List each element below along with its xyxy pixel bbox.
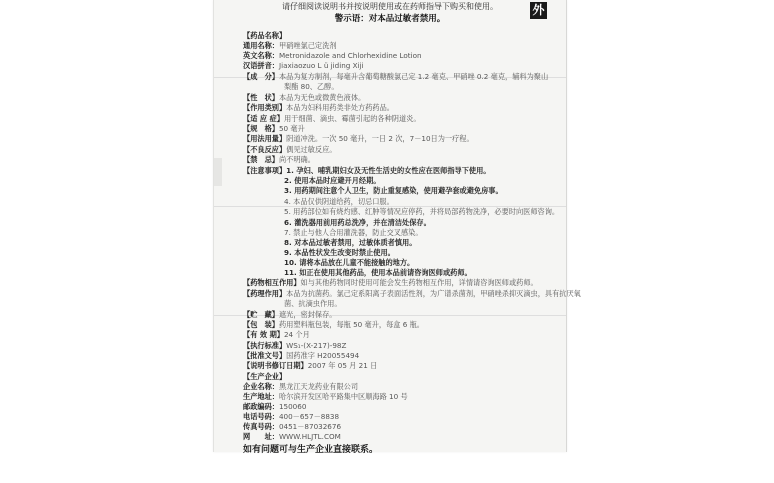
section-row: 【包 装】药用塑料瓶包装，每瓶 50 毫升，每盒 6 瓶。 (243, 320, 424, 329)
section-row: 【执行标准】WS₁-(X-217)-98Z (243, 341, 347, 350)
precaution-item: 8. 对本品过敏者禁用，过敏体质者慎用。 (284, 238, 417, 247)
precaution-item: 10. 请将本品放在儿童不能接触的地方。 (284, 258, 415, 267)
section-row: 【用法用量】阴道冲洗。一次 50 毫升，一日 2 次，7－10日为一疗程。 (243, 134, 474, 143)
section-row: 通用名称：甲硝唑氯己定洗剂 (243, 41, 337, 50)
section-row: 网 址：WWW.HLJTL.COM (243, 432, 341, 441)
precaution-item: 6. 灌洗器用前用药总洗净，并在清洁处保存。 (284, 218, 431, 227)
precaution-item: 7. 禁止与他人合用灌洗器，防止交叉感染。 (284, 228, 423, 237)
section-row: 企业名称：黑龙江天龙药业有限公司 (243, 382, 359, 391)
section-row: 【注意事项】1. 孕妇、哺乳期妇女及无性生活史的女性应在医师指导下使用。 (243, 166, 491, 175)
section-row: 【适 应 症】用于细菌、滴虫、霉菌引起的各种阴道炎。 (243, 114, 421, 123)
section-row: 传真号码：0451－87032676 (243, 422, 342, 431)
section-row: 【性 状】本品为无色或微黄色液体。 (243, 93, 366, 102)
section-row: 菌、抗滴虫作用。 (284, 299, 342, 308)
edge-mark (214, 158, 222, 186)
warning-text: 警示语：对本品过敏者禁用。 (334, 14, 446, 24)
section-row: 【贮 藏】遮光，密封保存。 (243, 310, 337, 319)
section-row: 电话号码：400－657－8838 (243, 412, 340, 421)
precaution-item: 4. 本品仅供阴道给药，切忌口服。 (284, 197, 394, 206)
section-row: 生产地址：哈尔滨开发区哈平路集中区顺海路 10 号 (243, 392, 408, 401)
section-row: 【批准文号】国药准字 H20055494 (243, 351, 360, 360)
section-row: 【禁 忌】尚不明确。 (243, 155, 315, 164)
precaution-item: 5. 用药部位如有烧灼感、红肿等情况应停药，并将局部药物洗净，必要时向医师咨询。 (284, 207, 560, 216)
section-row: 【说明书修订日期】2007 年 05 月 21 日 (243, 361, 378, 370)
usage-notice: 请仔细阅读说明书并按说明使用或在药师指导下购买和使用。 (282, 2, 498, 11)
section-row: 【有 效 期】24 个月 (243, 330, 310, 339)
section-row: 【药理作用】本品为抗菌药。氯己定系阳离子表面活性剂，为广谱杀菌剂，甲硝唑杀抑灭滴虫，具有抗厌氧 (243, 289, 581, 298)
section-row: 【药物相互作用】如与其他药物同时使用可能会发生药物相互作用，详情请咨询医师或药师。 (243, 278, 538, 287)
section-row: 【成 分】本品为复方制剂，每毫升含葡萄糖酸氯己定 1.2 毫克、甲硝唑 0.2 毫克，辅料为聚山 (243, 72, 549, 81)
precaution-item: 2. 使用本品时应避开月经期。 (284, 176, 381, 185)
section-row: 【生产企业】 (243, 372, 287, 381)
section-row: 梨酯 80、乙醇。 (284, 82, 339, 91)
precaution-item: 3. 用药期间注意个人卫生，防止重复感染，使用避孕套或避免房事。 (284, 186, 503, 195)
precaution-item: 11. 如正在使用其他药品，使用本品前请咨询医师或药师。 (284, 268, 472, 277)
section-row: 【药品名称】 (243, 31, 287, 40)
section-row: 【不良反应】偶见过敏反应。 (243, 145, 337, 154)
section-row: 英文名称：Metronidazole and Chlorhexidine Lotion (243, 51, 422, 60)
contact-footer: 如有问题可与生产企业直接联系。 (243, 445, 379, 455)
section-row: 汉语拼音：Jiaxiaozuo L ü jiding Xiji (243, 61, 364, 70)
section-row: 【作用类别】本品为妇科用药类非处方药药品。 (243, 103, 394, 112)
section-row: 邮政编码：150060 (243, 402, 307, 411)
section-row: 【规 格】50 毫升 (243, 124, 305, 133)
precaution-item: 9. 本品性状发生改变时禁止使用。 (284, 248, 395, 257)
external-use-badge: 外 (530, 2, 547, 19)
